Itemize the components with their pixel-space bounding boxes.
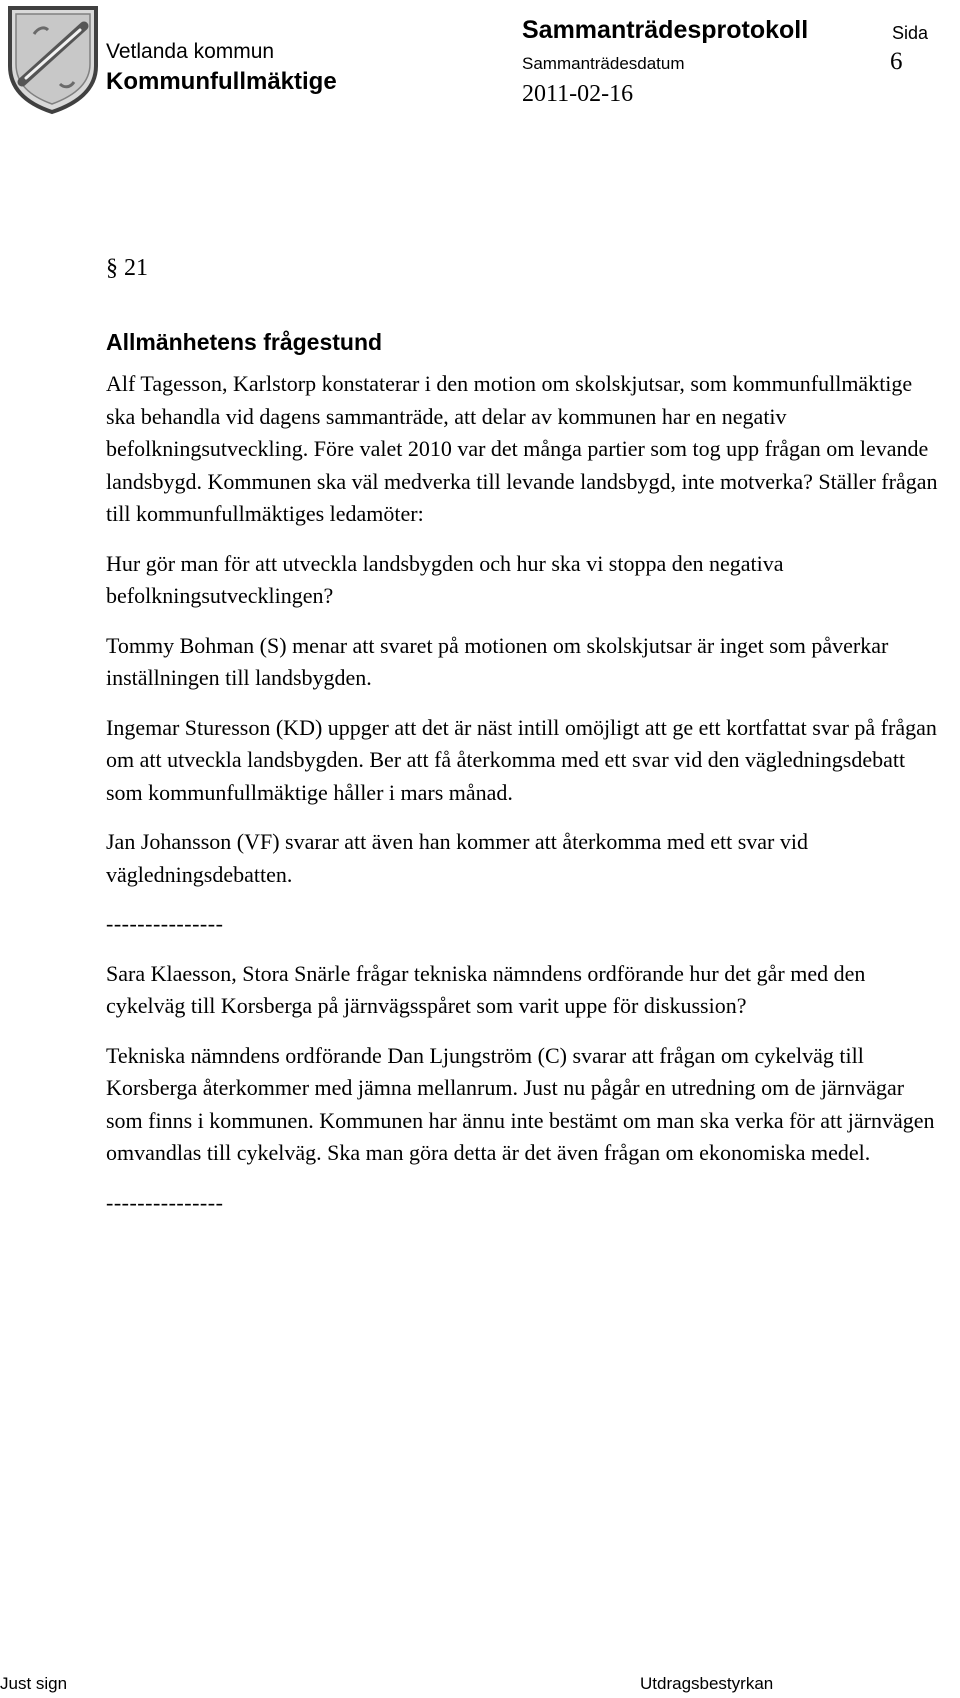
section-number [106,254,148,282]
page-number: 6 [890,48,903,75]
paragraph-response-bohman: Tommy Bohman (S) menar att svaret på motionen om skolskjutsar är inget som påverkar inställningen till landsbygden. [106,632,889,690]
paragraph-response-sturesson: Ingemar Sturesson (KD) uppger att det är näst intill omöjligt att ge ett kortfattat svar på frågan om att utveckla landsbygden. Ber att få återkomma med ett svar vid den vägledningsdebatt som kommunfullmäktige håller i mars månad. [106,714,937,805]
municipality-name: Vetlanda kommun [106,40,275,63]
meeting-date-label: Sammanträdesdatum [522,54,685,73]
paragraph-response-ljungstrom: Tekniska nämndens ordförande Dan Ljungström (C) svarar att frågan om cykelväg till Korsberga återkommer med jämna mellanrum. Just nu pågår en utredning om de järnvägar som finns i kommunen. Kommunen har ännu inte bestämt om man ska verka för att järnvägen omvandlas till cykelväg. Ska man göra detta är det även frågan om ekonomiska medel. [106,1042,935,1165]
governing-body: Kommunfullmäktige [106,68,337,95]
section-number-value: 21 [124,255,148,281]
footer-certification-label: Utdragsbestyrkan [640,1674,774,1693]
paragraph-response-johansson: Jan Johansson (VF) svarar att även han kommer att återkomma med ett svar vid vägledningsdebatten. [106,829,808,887]
protocol-body [106,368,946,1236]
separator-line: --------------- [106,1189,224,1215]
section-symbol: § [106,255,118,281]
paragraph-question: Hur gör man för att utveckla landsbygden och hur ska vi stoppa den negativa befolkningsutvecklingen? [106,550,784,608]
document-type-title: Sammanträdesprotokoll [522,16,809,44]
paragraph-question-intro: Alf Tagesson, Karlstorp konstaterar i den motion om skolskjutsar, som kommunfullmäktige ska behandla vid dagens sammanträde, att delar av kommunen har en negativ befolkningsutveckling. Före valet 2010 var det många partier som tog upp frågan om levande landsbygd. Kommunen ska väl medverka till levande landsbygd, inte motverka? Ställer frågan till kommunfullmäktiges ledamöter: [106,371,938,526]
page-label: Sida [892,23,929,43]
footer-signature-label: Just sign [0,1674,68,1693]
meeting-date: 2011-02-16 [522,81,634,107]
paragraph-question-klaesson: Sara Klaesson, Stora Snärle frågar tekniska nämndens ordförande hur det går med den cykelväg till Korsberga på järnvägsspåret som varit uppe för diskussion? [106,960,866,1018]
section-heading: Allmänhetens frågestund [106,329,383,355]
separator-line: --------------- [106,911,224,936]
